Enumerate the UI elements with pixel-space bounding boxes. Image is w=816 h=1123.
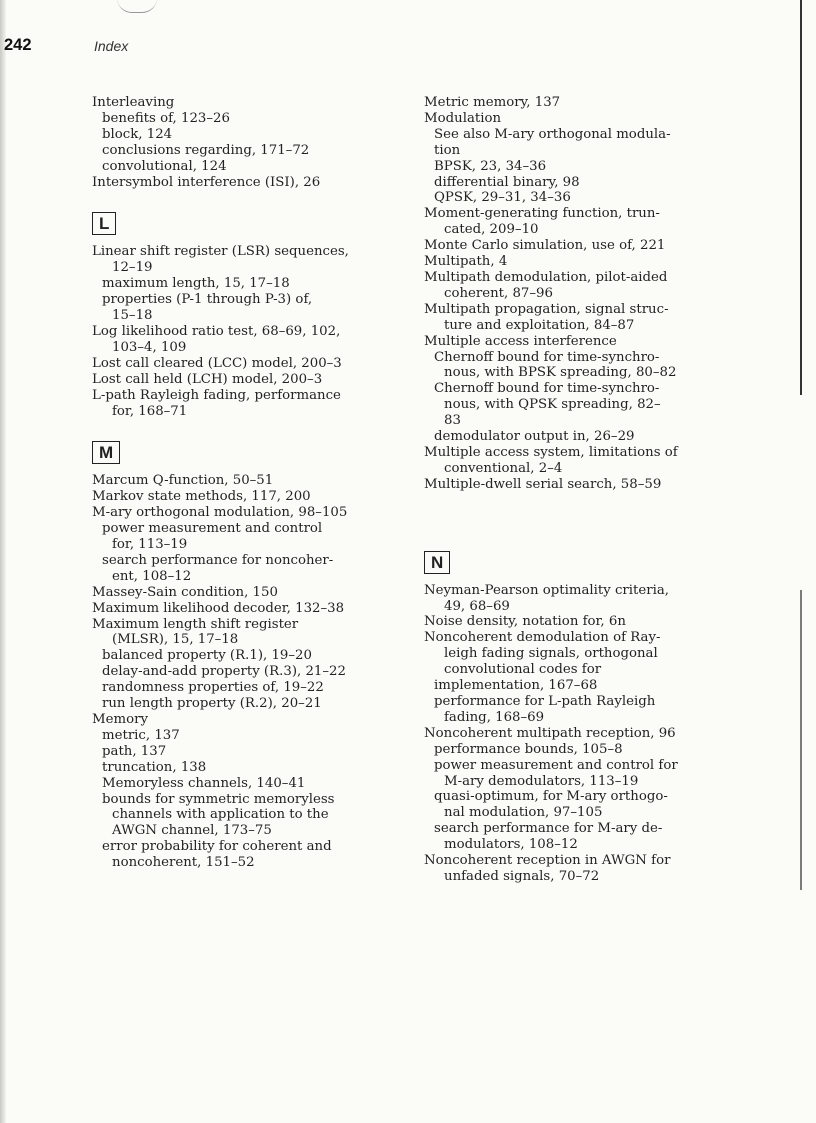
index-subentry: cated, 209–10 — [444, 222, 539, 238]
index-subentry: Memoryless channels, 140–41 — [102, 775, 306, 791]
index-entry: Lost call cleared (LCC) model, 200–3 — [92, 355, 342, 371]
scan-smudge — [117, 0, 157, 13]
index-subentry: quasi-optimum, for M-ary orthogo- — [434, 789, 668, 805]
index-entry: Metric memory, 137 — [424, 95, 561, 110]
index-entry: Multiple-dwell serial search, 58–59 — [424, 476, 662, 492]
index-subentry: noncoherent, 151–52 — [112, 855, 255, 871]
index-subentry: truncation, 138 — [102, 759, 207, 775]
index-entry: Massey-Sain condition, 150 — [92, 584, 278, 600]
index-entry: Marcum Q-function, 50–51 — [92, 473, 274, 489]
index-subentry: performance bounds, 105–8 — [434, 741, 623, 757]
index-subentry: nous, with QPSK spreading, 82– — [444, 397, 661, 413]
index-subentry: ture and exploitation, 84–87 — [444, 317, 635, 333]
index-subentry: ent, 108–12 — [112, 568, 192, 584]
index-subentry: M-ary demodulators, 113–19 — [444, 773, 639, 789]
index-subentry: coherent, 87–96 — [444, 285, 553, 301]
index-column-right — [424, 95, 794, 885]
index-subentry: for, 113–19 — [112, 537, 188, 553]
index-subentry: convolutional, 124 — [102, 158, 227, 174]
index-entry: Maximum likelihood decoder, 132–38 — [92, 600, 345, 616]
index-subentry: Chernoff bound for time-synchro- — [434, 381, 660, 397]
index-entry: Lost call held (LCH) model, 200–3 — [92, 371, 323, 387]
page-number: 242 — [4, 36, 32, 54]
index-entry: Intersymbol interference (ISI), 26 — [92, 174, 321, 190]
section-letter-m: M — [92, 441, 120, 464]
index-subentry: convolutional codes for — [444, 662, 602, 678]
section-letter-n: N — [424, 551, 450, 574]
index-subentry: 83 — [444, 413, 461, 429]
index-entry: Markov state methods, 117, 200 — [92, 489, 311, 505]
index-subentry: AWGN channel, 173–75 — [112, 823, 272, 839]
page-scan-edge-right — [800, 0, 802, 395]
index-subentry: implementation, 167–68 — [434, 678, 598, 694]
index-subentry: conventional, 2–4 — [444, 460, 563, 476]
index-subentry: Chernoff bound for time-synchro- — [434, 349, 660, 365]
index-subentry: randomness properties of, 19–22 — [102, 680, 324, 696]
index-subentry: maximum length, 15, 17–18 — [102, 276, 290, 292]
index-subentry: power measurement and control for — [434, 757, 678, 773]
index-entry: Maximum length shift register — [92, 616, 299, 632]
index-entry: Noncoherent reception in AWGN for — [424, 853, 671, 869]
index-subentry: benefits of, 123–26 — [102, 110, 230, 126]
page-scan-edge-right-lower — [800, 590, 802, 890]
index-subentry: (MLSR), 15, 17–18 — [112, 632, 239, 648]
index-subentry: differential binary, 98 — [434, 174, 580, 190]
index-subentry: BPSK, 23, 34–36 — [434, 158, 547, 174]
index-subentry: properties (P-1 through P-3) of, — [102, 292, 313, 308]
running-head: Index — [94, 38, 129, 54]
index-entry: Memory — [92, 712, 148, 727]
index-subentry: QPSK, 29–31, 34–36 — [434, 190, 571, 206]
index-entry: Linear shift register (LSR) sequences, — [92, 244, 349, 260]
index-subentry: 12–19 — [112, 260, 153, 276]
index-subentry: 49, 68–69 — [444, 598, 510, 614]
index-subentry: leigh fading signals, orthogonal — [444, 646, 658, 662]
index-entry: Multipath propagation, signal struc- — [424, 301, 669, 317]
index-subentry: power measurement and control — [102, 521, 323, 537]
index-entry: Modulation — [424, 110, 502, 126]
index-subentry: metric, 137 — [102, 727, 180, 743]
index-subentry: 15–18 — [112, 308, 153, 324]
index-entry: Monte Carlo simulation, use of, 221 — [424, 238, 666, 254]
index-subentry: run length property (R.2), 20–21 — [102, 696, 322, 712]
index-entry: Log likelihood ratio test, 68–69, 102, — [92, 323, 341, 339]
index-subentry: 103–4, 109 — [112, 339, 187, 355]
index-subentry: See also M-ary orthogonal modula- — [434, 126, 671, 142]
index-entry: Noise density, notation for, 6n — [424, 614, 626, 630]
index-entry: M-ary orthogonal modulation, 98–105 — [92, 505, 348, 521]
index-subentry: unfaded signals, 70–72 — [444, 868, 600, 884]
index-entry: Interleaving — [92, 95, 175, 110]
index-entry: Noncoherent demodulation of Ray- — [424, 630, 661, 646]
index-subentry: for, 168–71 — [112, 403, 188, 419]
index-entry: Multiple access interference — [424, 333, 617, 349]
index-entry: L-path Rayleigh fading, performance — [92, 387, 341, 403]
index-entry: Multiple access system, limitations of — [424, 444, 678, 460]
index-subentry: conclusions regarding, 171–72 — [102, 142, 310, 158]
index-subentry: modulators, 108–12 — [444, 837, 578, 853]
index-subentry: balanced property (R.1), 19–20 — [102, 648, 312, 664]
index-subentry: performance for L-path Rayleigh — [434, 694, 656, 709]
index-entry: Moment-generating function, trun- — [424, 206, 660, 222]
index-subentry: nal modulation, 97–105 — [444, 805, 603, 821]
index-subentry: nous, with BPSK spreading, 80–82 — [444, 365, 677, 381]
index-subentry: search performance for noncoher- — [102, 552, 334, 568]
index-subentry: search performance for M-ary de- — [434, 821, 663, 837]
index-subentry: fading, 168–69 — [444, 709, 545, 725]
index-column-left — [92, 95, 412, 871]
index-entry: Multipath, 4 — [424, 254, 508, 270]
index-subentry: path, 137 — [102, 743, 167, 759]
index-subentry: delay-and-add property (R.3), 21–22 — [102, 664, 346, 680]
index-subentry: block, 124 — [102, 126, 173, 142]
index-subentry: tion — [434, 142, 461, 158]
index-subentry: bounds for symmetric memoryless — [102, 791, 335, 807]
index-entry: Neyman-Pearson optimality criteria, — [424, 582, 669, 598]
index-entry: Multipath demodulation, pilot-aided — [424, 269, 668, 285]
index-subentry: channels with application to the — [112, 807, 329, 823]
index-entry: Noncoherent multipath reception, 96 — [424, 725, 676, 741]
index-subentry: error probability for coherent and — [102, 839, 332, 855]
index-subentry: demodulator output in, 26–29 — [434, 429, 635, 445]
page-scan-edge — [0, 0, 6, 1123]
section-letter-l: L — [92, 212, 116, 235]
